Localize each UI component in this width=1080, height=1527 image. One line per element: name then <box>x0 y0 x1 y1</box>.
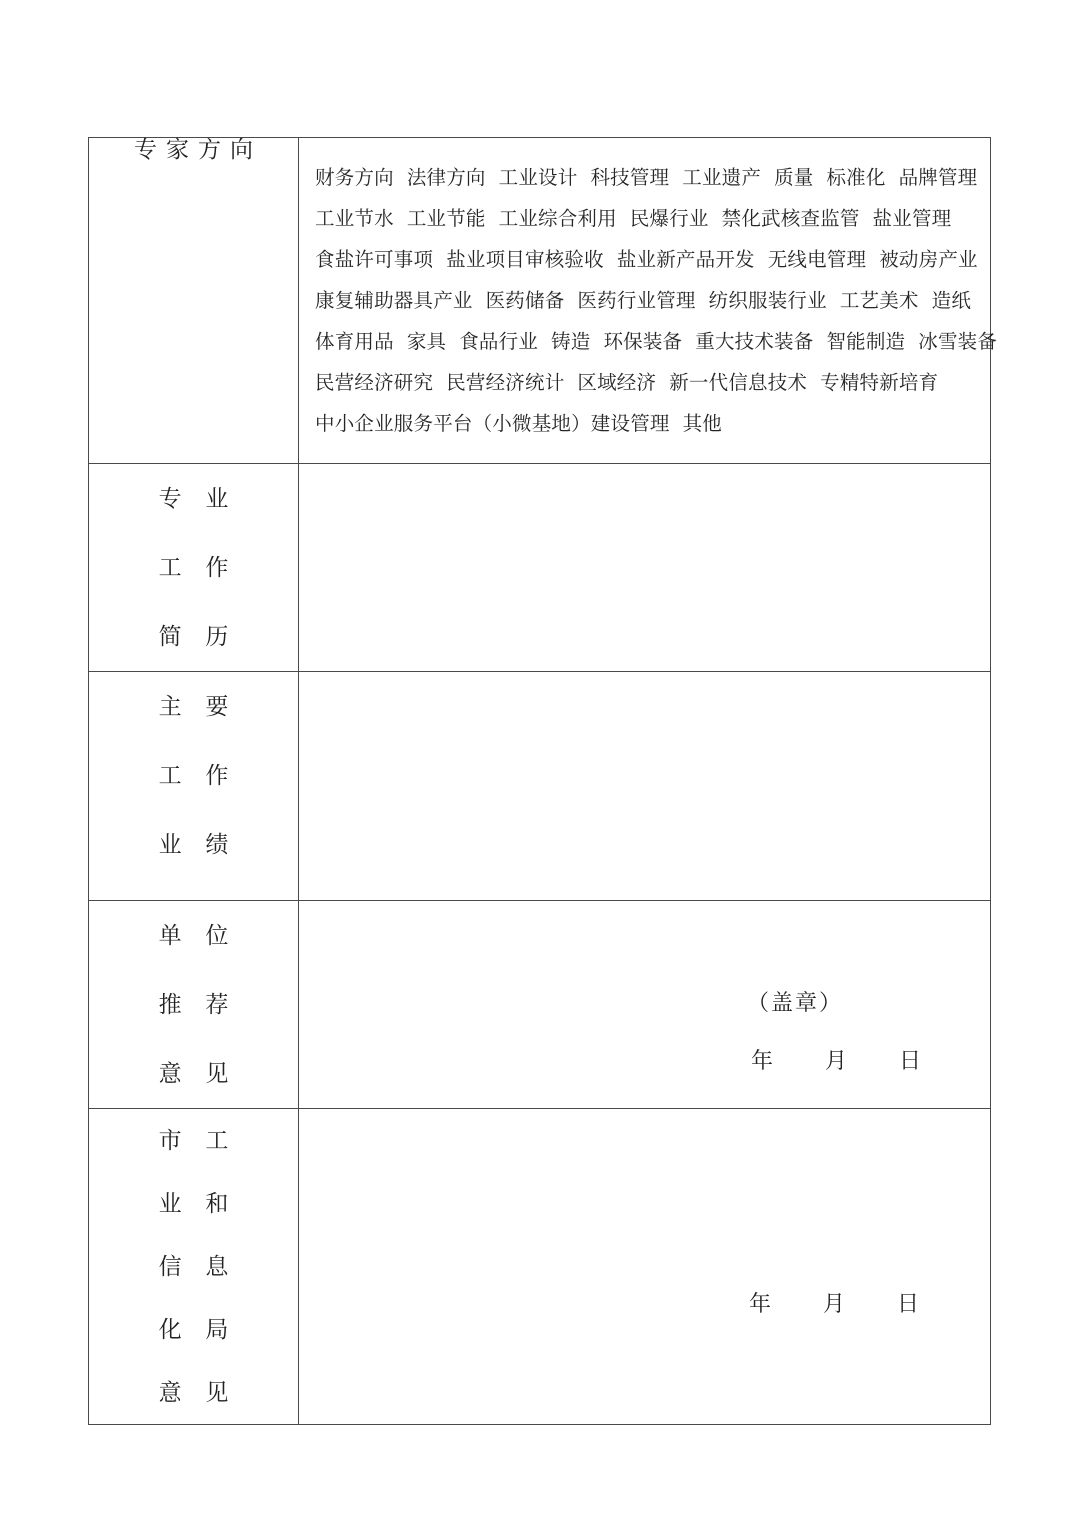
date-month-label: 月 <box>823 1291 846 1316</box>
label-stack <box>89 1109 298 1424</box>
direction-option[interactable]: 食品行业 <box>459 331 539 353</box>
label-line: 工 作 <box>158 555 238 580</box>
direction-option[interactable]: 科技管理 <box>590 167 670 189</box>
row-label-bureau-opinion <box>89 1109 299 1425</box>
table-row <box>89 1109 991 1425</box>
label-line: 市 工 <box>158 1128 238 1153</box>
direction-option[interactable]: 禁化武核查监管 <box>721 208 860 230</box>
direction-option[interactable]: 财务方向 <box>315 167 394 189</box>
employer-recommendation-input-area[interactable] <box>299 901 991 1109</box>
direction-option[interactable]: 工业设计 <box>498 167 578 189</box>
direction-option[interactable]: 冰雪装备 <box>918 331 998 353</box>
label-stack <box>89 901 298 1108</box>
label-line: 单 位 <box>158 923 238 948</box>
direction-option[interactable]: 标准化 <box>826 167 886 189</box>
label-line: 信 息 <box>158 1254 238 1279</box>
date-month-label: 月 <box>825 1048 848 1073</box>
table-row <box>89 138 991 464</box>
direction-line <box>315 281 976 322</box>
main-achievements-input-area[interactable] <box>299 672 991 901</box>
direction-option[interactable]: 专精特新培育 <box>820 372 939 394</box>
direction-option[interactable]: 被动房产业 <box>879 249 978 271</box>
direction-option[interactable]: 智能制造 <box>826 331 906 353</box>
direction-line <box>315 199 976 240</box>
direction-option[interactable]: 食盐许可事项 <box>315 249 434 271</box>
table-row <box>89 672 991 901</box>
direction-option[interactable]: 重大技术装备 <box>695 331 814 353</box>
direction-option[interactable]: 家具 <box>406 331 447 353</box>
blank-writing-area[interactable] <box>299 1109 990 1391</box>
label-line: 意 见 <box>158 1061 238 1086</box>
direction-option[interactable]: 体育用品 <box>315 331 394 353</box>
direction-option[interactable]: 区域经济 <box>577 372 657 394</box>
direction-option[interactable]: 民营经济统计 <box>446 372 565 394</box>
direction-option[interactable]: 康复辅助器具产业 <box>315 290 473 312</box>
direction-option[interactable]: 民营经济研究 <box>315 372 434 394</box>
label-line: 推 荐 <box>158 992 238 1017</box>
direction-option[interactable]: 品牌管理 <box>898 167 978 189</box>
table-row <box>89 464 991 672</box>
direction-option[interactable]: 无线电管理 <box>767 249 867 271</box>
blank-writing-area[interactable] <box>299 901 990 1093</box>
direction-option[interactable]: 工业节能 <box>406 208 486 230</box>
date-year-label: 年 <box>751 1048 774 1073</box>
direction-line <box>315 404 976 445</box>
label-line: 化 局 <box>158 1317 238 1342</box>
direction-option[interactable]: 造纸 <box>931 290 972 312</box>
direction-option[interactable]: 医药行业管理 <box>577 290 696 312</box>
row-label-main-achievements <box>89 672 299 901</box>
label-line: 专 业 <box>158 486 238 511</box>
direction-option[interactable]: 新一代信息技术 <box>669 372 808 394</box>
label-line: 主 要 <box>158 694 238 719</box>
direction-option[interactable]: 盐业项目审核验收 <box>446 249 604 271</box>
direction-line <box>315 158 976 199</box>
row-label-employer-recommendation <box>89 901 299 1109</box>
row-label-expert-direction <box>89 138 299 464</box>
date-year-label: 年 <box>749 1291 772 1316</box>
direction-line <box>315 240 976 281</box>
label-line: 专家方向 <box>134 137 262 162</box>
expert-direction-option-list <box>299 138 998 463</box>
direction-option[interactable]: 民爆行业 <box>629 208 709 230</box>
direction-option[interactable]: 其他 <box>682 413 723 435</box>
label-line: 业 和 <box>158 1191 238 1216</box>
direction-option[interactable]: 纺织服装行业 <box>708 290 827 312</box>
blank-writing-area[interactable] <box>299 464 990 656</box>
date-signature-line[interactable] <box>751 1044 921 1075</box>
direction-option[interactable]: 质量 <box>774 167 814 189</box>
label-stack <box>89 672 298 879</box>
professional-resume-input-area[interactable] <box>299 464 991 672</box>
date-signature-line[interactable] <box>749 1287 919 1318</box>
direction-option[interactable]: 中小企业服务平台（小微基地）建设管理 <box>315 413 670 435</box>
blank-writing-area[interactable] <box>299 672 990 900</box>
direction-option[interactable]: 法律方向 <box>406 167 486 189</box>
table-row <box>89 901 991 1109</box>
direction-option[interactable]: 盐业新产品开发 <box>616 249 755 271</box>
direction-option[interactable]: 铸造 <box>551 331 591 353</box>
row-label-professional-resume <box>89 464 299 672</box>
direction-option[interactable]: 工艺美术 <box>839 290 919 312</box>
direction-line <box>315 363 976 404</box>
bureau-opinion-input-area[interactable] <box>299 1109 991 1425</box>
seal-note: （盖章） <box>747 990 844 1015</box>
date-day-label: 日 <box>899 1048 922 1073</box>
direction-option[interactable]: 工业遗产 <box>682 167 762 189</box>
expert-direction-options-cell[interactable] <box>299 138 998 464</box>
label-stack <box>89 464 298 671</box>
direction-line <box>315 322 998 363</box>
label-line: 简 历 <box>158 624 238 649</box>
label-line: 业 绩 <box>158 832 238 857</box>
direction-option[interactable]: 盐业管理 <box>872 208 952 230</box>
direction-option[interactable]: 工业综合利用 <box>498 208 617 230</box>
expert-recommendation-form-table <box>88 137 998 1425</box>
label-stack <box>89 138 298 161</box>
direction-option[interactable]: 医药储备 <box>485 290 565 312</box>
direction-option[interactable]: 工业节水 <box>315 208 394 230</box>
direction-option[interactable]: 环保装备 <box>603 331 683 353</box>
date-day-label: 日 <box>897 1291 920 1316</box>
label-line: 意 见 <box>158 1380 238 1405</box>
label-line: 工 作 <box>158 763 238 788</box>
